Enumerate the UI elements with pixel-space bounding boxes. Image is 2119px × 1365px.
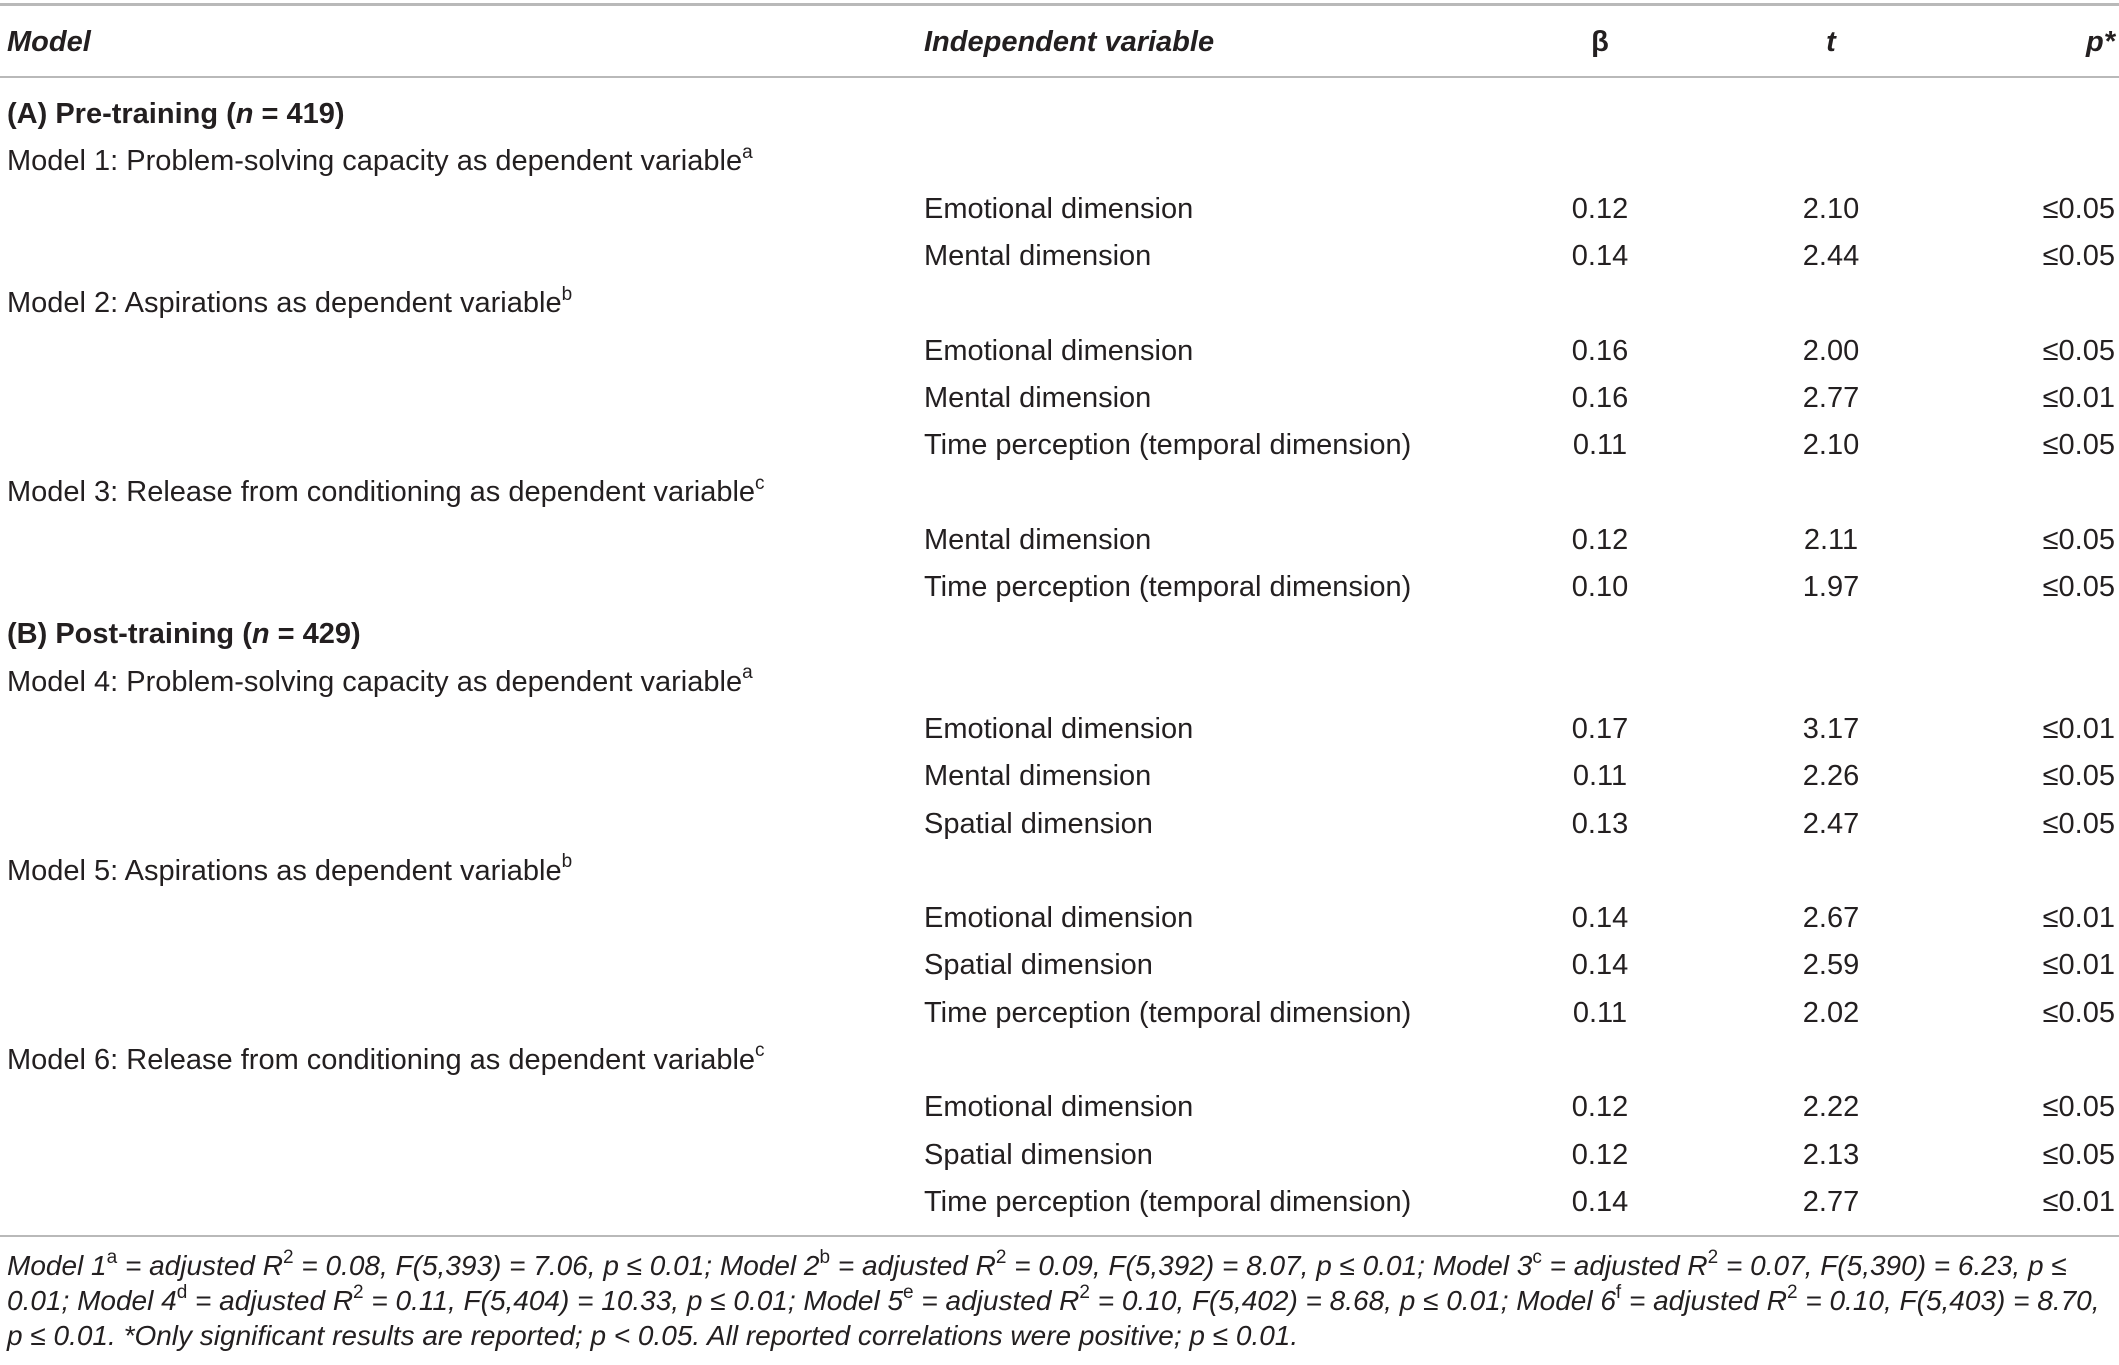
p-cell: ≤0.01 [2042, 949, 2115, 982]
model-footnote-marker: b [561, 283, 573, 305]
footnote-text: = adjusted R [117, 1250, 283, 1281]
t-cell: 2.13 [1802, 1138, 1860, 1171]
footnote-superscript: d [176, 1281, 188, 1303]
independent-variable-cell: Mental dimension [924, 523, 1152, 556]
footnote-text: = adjusted R [1541, 1250, 1708, 1281]
footnote-text: Model 6 [1516, 1285, 1616, 1316]
footnote-text: = 0.10, F(5,403) = 8.70, p ≤ 0.01. [7, 1285, 2100, 1351]
footnote-superscript: a [106, 1246, 118, 1268]
model-label-cell [7, 849, 572, 893]
footnote-text: = adjusted R [1621, 1285, 1787, 1316]
footnote-text: = 0.11, F(5,404) = 10.33, p ≤ 0.01; [363, 1285, 804, 1316]
p-cell: ≤0.01 [2042, 712, 2115, 745]
model-label-cell [7, 1038, 765, 1082]
section-sample-size: = 419) [253, 98, 345, 130]
model-label: Model 6: Release from conditioning as dependent variable [7, 1044, 756, 1076]
t-cell: 2.22 [1802, 1091, 1860, 1124]
t-cell: 2.02 [1802, 996, 1860, 1029]
table-row [0, 991, 2119, 1035]
table-row [0, 943, 2119, 987]
t-cell: 2.77 [1802, 381, 1860, 414]
footnote-text: = adjusted R [187, 1285, 354, 1316]
table-row [0, 1085, 2119, 1129]
footnote-superscript: 2 [1079, 1281, 1090, 1303]
p-cell: ≤0.05 [2042, 807, 2115, 840]
model-footnote-marker: a [742, 661, 753, 683]
t-cell: 2.26 [1802, 760, 1860, 793]
table-row [0, 802, 2119, 846]
section-title-prefix: (B) Post-training ( [7, 618, 252, 651]
t-cell: 2.59 [1802, 949, 1860, 982]
t-cell: 1.97 [1802, 571, 1860, 603]
independent-variable-cell: Mental dimension [924, 760, 1152, 793]
beta-cell: 0.12 [1571, 192, 1629, 225]
footnote-superscript: b [819, 1246, 831, 1268]
independent-variable-cell: Spatial dimension [924, 949, 1153, 982]
p-cell: ≤0.05 [2042, 571, 2115, 603]
beta-cell: 0.14 [1571, 1185, 1629, 1218]
t-cell: 2.67 [1802, 902, 1860, 935]
model-label-cell [7, 281, 572, 325]
model-label: Model 4: Problem-solving capacity as dependent variable [7, 665, 743, 698]
section-row [0, 92, 2119, 136]
independent-variable-cell: Time perception (temporal dimension) [924, 1185, 1412, 1218]
table-row [0, 896, 2119, 940]
p-cell: ≤0.05 [2042, 1138, 2115, 1171]
section-sample-size: = 429) [269, 618, 361, 651]
independent-variable-cell: Emotional dimension [924, 712, 1194, 745]
header-t: t [1826, 26, 1836, 58]
table-row [0, 565, 2119, 609]
beta-cell: 0.14 [1571, 949, 1629, 982]
header-p: p* [2086, 26, 2115, 58]
table-row [0, 329, 2119, 373]
p-cell: ≤0.05 [2042, 523, 2115, 556]
footnote-superscript: f [1615, 1281, 1622, 1303]
table-header-row [0, 22, 2119, 62]
beta-cell: 0.12 [1571, 1138, 1629, 1171]
footnote-superscript: e [903, 1281, 914, 1303]
model-label-cell [7, 660, 753, 704]
footnote-text: Model 3 [1432, 1250, 1533, 1281]
p-cell: ≤0.05 [2042, 429, 2115, 462]
table-row [0, 707, 2119, 751]
footnote-superscript: 2 [1786, 1281, 1798, 1303]
p-cell: ≤0.01 [2042, 902, 2115, 935]
table-row [0, 187, 2119, 231]
beta-cell: 0.16 [1571, 381, 1629, 414]
beta-cell: 0.11 [1572, 429, 1628, 462]
independent-variable-cell: Emotional dimension [924, 902, 1194, 935]
footnote-text: *Only significant results are reported; p < 0.05. All reported correlations were positive; p ≤ 0.01. [123, 1320, 1299, 1351]
independent-variable-cell: Spatial dimension [924, 807, 1153, 840]
model-footnote-marker: a [742, 141, 753, 163]
model-footnote-marker: c [755, 472, 765, 494]
independent-variable-cell: Mental dimension [924, 381, 1152, 414]
beta-cell: 0.14 [1571, 239, 1629, 272]
beta-cell: 0.12 [1571, 1091, 1629, 1124]
footnote-text: Model 2 [719, 1250, 820, 1281]
independent-variable-cell: Emotional dimension [924, 192, 1194, 225]
section-sample-symbol: n [235, 98, 254, 130]
beta-cell: 0.17 [1571, 712, 1629, 745]
footnote-superscript: 2 [282, 1246, 294, 1268]
table-row [0, 754, 2119, 798]
beta-cell: 0.13 [1571, 807, 1629, 840]
independent-variable-cell: Mental dimension [924, 239, 1152, 272]
model-row [0, 849, 2119, 893]
p-cell: ≤0.05 [2042, 334, 2115, 367]
beta-cell: 0.11 [1572, 760, 1628, 793]
t-cell: 2.47 [1802, 807, 1860, 840]
model-footnote-marker: c [755, 1040, 765, 1062]
beta-cell: 0.16 [1571, 334, 1629, 367]
model-label-cell [7, 139, 753, 183]
footnote-text: Model 5 [803, 1285, 904, 1316]
beta-cell: 0.12 [1571, 523, 1629, 556]
beta-cell: 0.14 [1571, 902, 1629, 935]
model-row [0, 660, 2119, 704]
independent-variable-cell: Emotional dimension [924, 334, 1194, 367]
table-row [0, 376, 2119, 420]
footnote-superscript: 2 [353, 1281, 364, 1303]
footnote-text: Model 4 [77, 1285, 177, 1316]
section-sample-symbol: n [251, 618, 270, 651]
model-label: Model 5: Aspirations as dependent variable [7, 854, 562, 887]
table-row [0, 423, 2119, 467]
independent-variable-cell: Spatial dimension [924, 1138, 1153, 1171]
footnote-text: = 0.10, F(5,402) = 8.68, p ≤ 0.01; [1089, 1285, 1517, 1316]
footnote-text: = adjusted R [913, 1285, 1080, 1316]
table-header-rule [0, 76, 2119, 78]
t-cell: 2.10 [1802, 429, 1860, 462]
independent-variable-cell: Time perception (temporal dimension) [924, 996, 1412, 1029]
table-row [0, 1180, 2119, 1224]
footnote-text: Model 1 [7, 1250, 107, 1281]
table-row [0, 234, 2119, 278]
model-label: Model 1: Problem-solving capacity as dependent variable [7, 145, 743, 178]
footnote-text: = 0.07, F(5,390) = 6.23, p ≤ 0.01; [7, 1250, 2067, 1316]
table-top-rule [0, 3, 2119, 6]
footnote-superscript: 2 [1707, 1246, 1719, 1268]
t-cell: 2.11 [1803, 523, 1859, 556]
t-cell: 2.44 [1802, 239, 1860, 272]
independent-variable-cell: Time perception (temporal dimension) [924, 571, 1412, 603]
model-label: Model 2: Aspirations as dependent variable [7, 287, 562, 320]
footnote-text: = 0.08, F(5,393) = 7.06, p ≤ 0.01; [293, 1250, 720, 1281]
table-bottom-rule [0, 1235, 2119, 1237]
model-label-cell [7, 470, 765, 514]
independent-variable-cell: Time perception (temporal dimension) [924, 429, 1412, 462]
header-beta: β [1591, 26, 1609, 58]
model-row [0, 139, 2119, 183]
t-cell: 3.17 [1802, 712, 1860, 745]
t-cell: 2.00 [1802, 334, 1860, 367]
section-title-prefix: (A) Pre-training ( [7, 98, 236, 130]
footnote-text: = adjusted R [830, 1250, 996, 1281]
model-row [0, 470, 2119, 514]
p-cell: ≤0.05 [2042, 996, 2115, 1029]
header-independent-variable: Independent variable [924, 26, 1215, 58]
footnote-text: = 0.09, F(5,392) = 8.07, p ≤ 0.01; [1006, 1250, 1433, 1281]
p-cell: ≤0.05 [2042, 239, 2115, 272]
model-footnote-marker: b [561, 851, 573, 873]
table-row [0, 1133, 2119, 1177]
table-row [0, 518, 2119, 562]
footnote-superscript: 2 [995, 1246, 1007, 1268]
independent-variable-cell: Emotional dimension [924, 1091, 1194, 1124]
header-model: Model [7, 26, 91, 58]
section-title [7, 612, 361, 656]
table-footnote [7, 1248, 2113, 1353]
beta-cell: 0.11 [1572, 996, 1628, 1029]
model-row [0, 281, 2119, 325]
model-row [0, 1038, 2119, 1082]
footnote-superscript: c [1532, 1246, 1542, 1268]
p-cell: ≤0.01 [2042, 381, 2115, 414]
beta-cell: 0.10 [1571, 571, 1629, 603]
p-cell: ≤0.05 [2042, 760, 2115, 793]
p-cell: ≤0.05 [2042, 1091, 2115, 1124]
p-cell: ≤0.01 [2042, 1185, 2115, 1218]
t-cell: 2.77 [1802, 1185, 1860, 1218]
section-row [0, 612, 2119, 656]
section-title [7, 92, 345, 136]
p-cell: ≤0.05 [2042, 192, 2115, 225]
model-label: Model 3: Release from conditioning as dependent variable [7, 476, 756, 509]
t-cell: 2.10 [1802, 192, 1860, 225]
